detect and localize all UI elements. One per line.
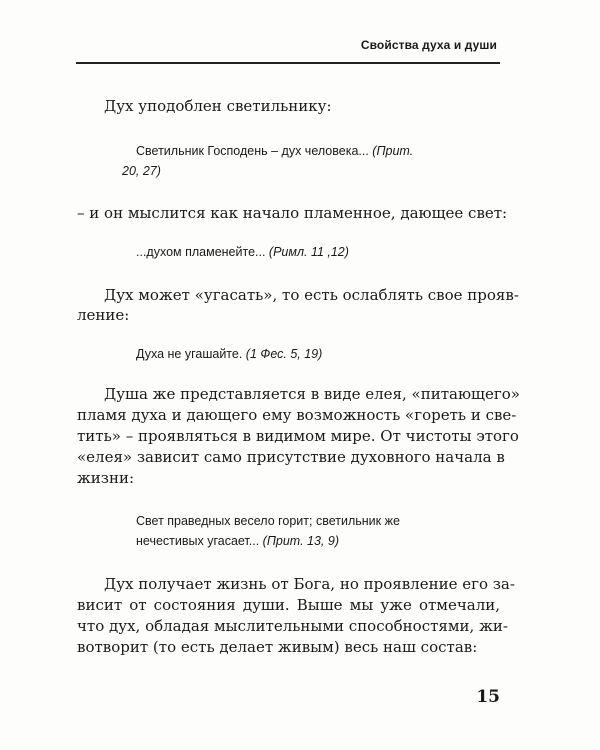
quote-1-reference-start: (Прит. bbox=[372, 144, 414, 158]
header-rule bbox=[76, 62, 500, 64]
paragraph-4-line-5: жизни: bbox=[77, 469, 135, 487]
paragraph-5-line-2: висит от состояния души. Выше мы уже отмечали, bbox=[77, 596, 500, 614]
quote-3-text: Духа не угашайте. bbox=[136, 347, 246, 361]
paragraph-5-line-4: вотворит (то есть делает живым) весь наш состав: bbox=[77, 638, 478, 656]
quote-4-line-1: Свет праведных весело горит; светильник же bbox=[136, 514, 400, 528]
quote-1-text: Светильник Господень – дух человека... bbox=[136, 144, 373, 158]
paragraph-2: – и он мыслится как начало пламенное, дающее свет: bbox=[77, 204, 508, 222]
quote-4-line-2 bbox=[136, 531, 339, 551]
paragraph-5-line-1: Дух получает жизнь от Бога, но проявление его за- bbox=[104, 575, 515, 593]
quote-1-reference-end: 20, 27) bbox=[122, 164, 161, 178]
paragraph-4-line-1: Душа же представляется в виде елея, «питающего» bbox=[104, 385, 520, 403]
paragraph-1: Дух уподоблен светильнику: bbox=[104, 97, 332, 115]
paragraph-4-line-2: пламя духа и дающего ему возможность «гореть и све- bbox=[77, 406, 517, 424]
quote-2-text: ...духом пламенейте... bbox=[136, 245, 269, 259]
quote-2-reference: (Римл. 11 ,12) bbox=[268, 245, 349, 259]
quote-2 bbox=[136, 242, 349, 262]
running-title: Свойства духа и души bbox=[360, 38, 497, 52]
quote-4-text: нечестивых угасает... bbox=[136, 534, 263, 548]
quote-4-reference: (Прит. 13, 9) bbox=[262, 534, 339, 548]
paragraph-5-line-3: что дух, обладая мыслительными способностями, жи- bbox=[77, 617, 508, 635]
quote-1-line-2 bbox=[122, 161, 161, 181]
paragraph-3-line-1: Дух может «угасать», то есть ослаблять свое прояв- bbox=[104, 286, 519, 304]
quote-3-reference: (1 Фес. 5, 19) bbox=[245, 347, 323, 361]
quote-3 bbox=[136, 344, 322, 364]
page-number: 15 bbox=[476, 687, 500, 707]
paragraph-4-line-3: тить» – проявляться в видимом мире. От чистоты этого bbox=[77, 427, 519, 445]
paragraph-3-line-2: ление: bbox=[77, 306, 130, 324]
quote-1-line-1 bbox=[136, 141, 413, 161]
paragraph-4-line-4: «елея» зависит само присутствие духовного начала в bbox=[77, 448, 505, 466]
